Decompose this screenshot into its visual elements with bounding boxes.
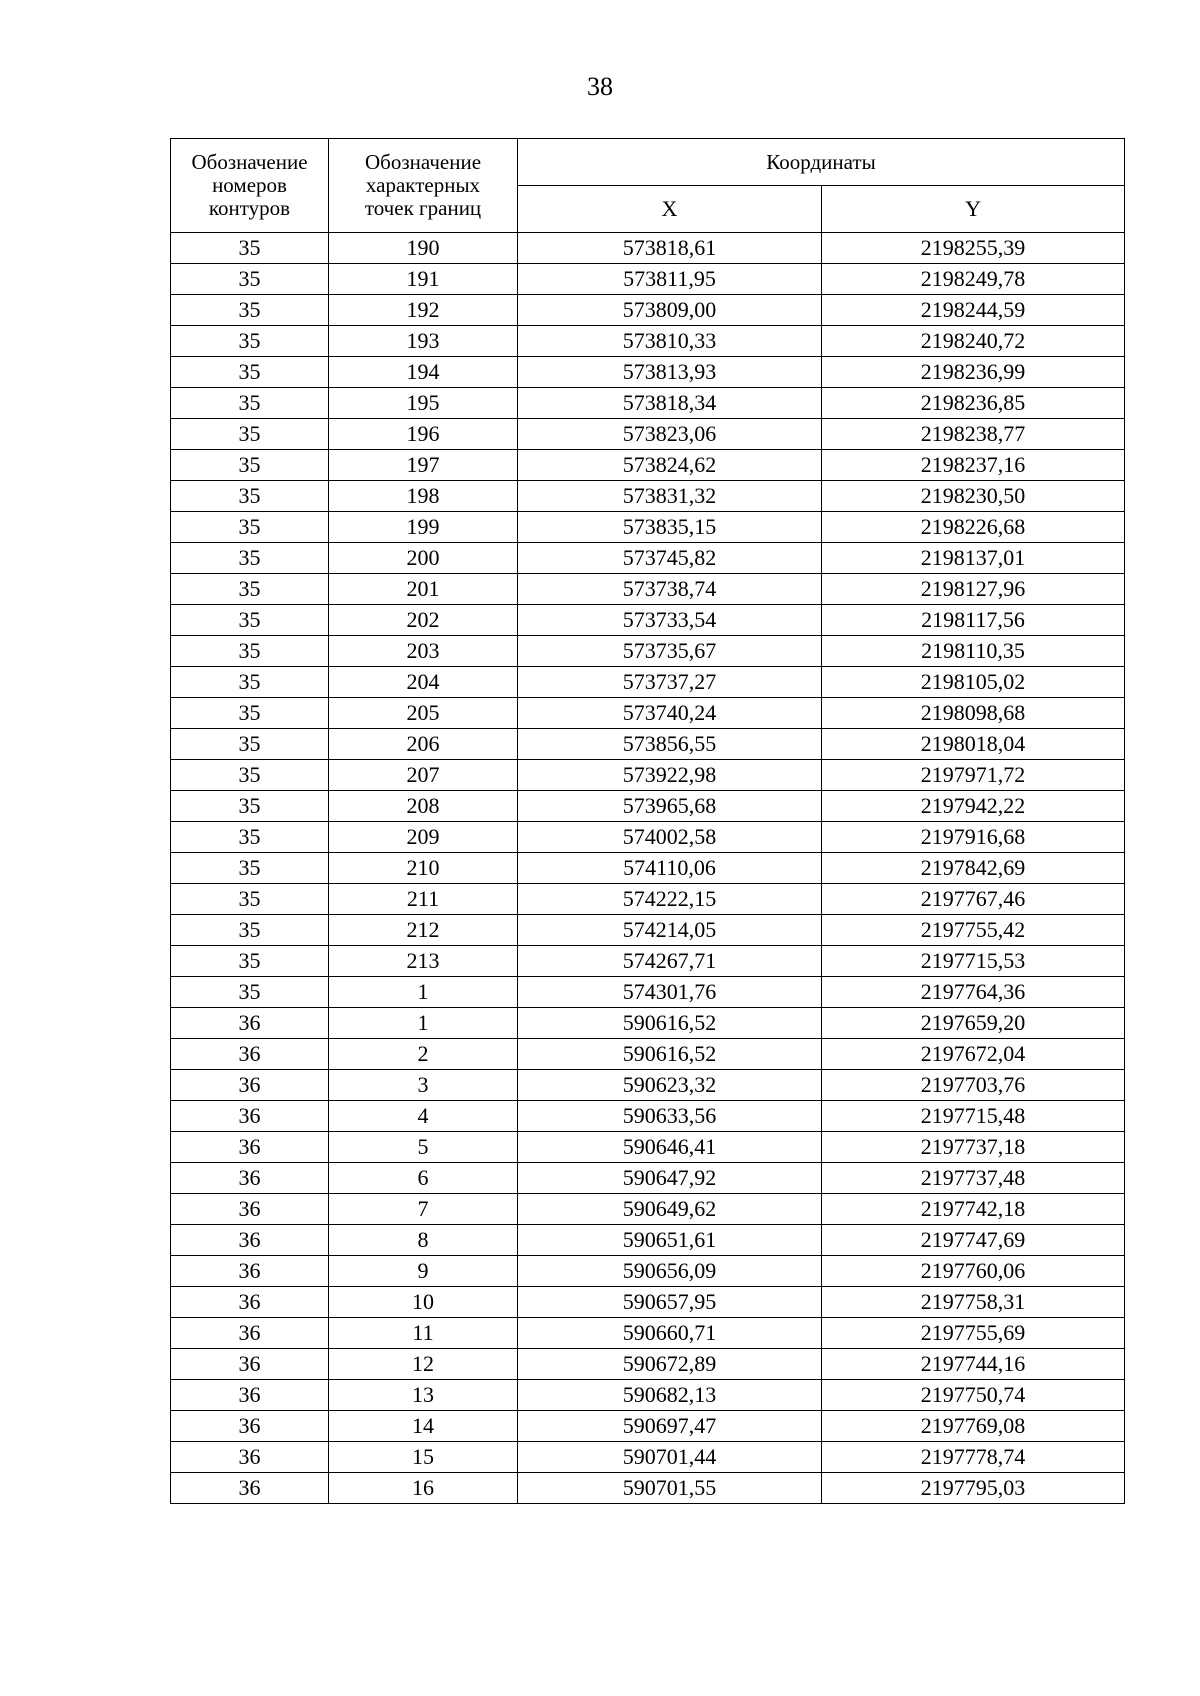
x-cell: 573813,93	[518, 357, 822, 388]
contour-cell: 35	[171, 512, 329, 543]
contour-cell: 35	[171, 915, 329, 946]
contour-cell: 35	[171, 605, 329, 636]
table-row	[171, 1442, 1125, 1473]
contour-cell: 35	[171, 946, 329, 977]
contour-cell: 36	[171, 1225, 329, 1256]
x-cell: 590616,52	[518, 1008, 822, 1039]
y-cell: 2198237,16	[822, 450, 1125, 481]
x-cell: 590649,62	[518, 1194, 822, 1225]
contour-cell: 35	[171, 760, 329, 791]
point-cell: 201	[329, 574, 518, 605]
y-cell: 2198110,35	[822, 636, 1125, 667]
x-cell: 590672,89	[518, 1349, 822, 1380]
table-row	[171, 1132, 1125, 1163]
point-cell: 191	[329, 264, 518, 295]
contour-cell: 35	[171, 698, 329, 729]
point-cell: 213	[329, 946, 518, 977]
table-row	[171, 357, 1125, 388]
y-cell: 2197747,69	[822, 1225, 1125, 1256]
table-row	[171, 1318, 1125, 1349]
header-boundary-points	[329, 139, 518, 233]
header-point-line-1: Обозначение	[364, 150, 482, 174]
table-row	[171, 1194, 1125, 1225]
y-cell: 2197795,03	[822, 1473, 1125, 1504]
point-cell: 195	[329, 388, 518, 419]
y-cell: 2198238,77	[822, 419, 1125, 450]
table-row	[171, 1039, 1125, 1070]
contour-cell: 35	[171, 419, 329, 450]
contour-cell: 36	[171, 1442, 329, 1473]
contour-cell: 35	[171, 388, 329, 419]
y-cell: 2198137,01	[822, 543, 1125, 574]
table-row	[171, 698, 1125, 729]
y-cell: 2197742,18	[822, 1194, 1125, 1225]
x-cell: 573811,95	[518, 264, 822, 295]
header-contour-line-2: номеров	[212, 173, 287, 197]
x-cell: 574002,58	[518, 822, 822, 853]
y-cell: 2198230,50	[822, 481, 1125, 512]
y-cell: 2197755,42	[822, 915, 1125, 946]
header-contour-numbers	[171, 139, 329, 233]
y-cell: 2198249,78	[822, 264, 1125, 295]
point-cell: 1	[329, 1008, 518, 1039]
table-row	[171, 450, 1125, 481]
y-cell: 2197659,20	[822, 1008, 1125, 1039]
x-cell: 573733,54	[518, 605, 822, 636]
table-row	[171, 233, 1125, 264]
coordinates-table	[170, 138, 1125, 1504]
contour-cell: 36	[171, 1101, 329, 1132]
contour-cell: 35	[171, 791, 329, 822]
table-row	[171, 977, 1125, 1008]
y-cell: 2197715,48	[822, 1101, 1125, 1132]
contour-cell: 35	[171, 667, 329, 698]
contour-cell: 35	[171, 357, 329, 388]
header-coordinates: Координаты	[518, 139, 1125, 186]
x-cell: 574214,05	[518, 915, 822, 946]
contour-cell: 35	[171, 233, 329, 264]
y-cell: 2198226,68	[822, 512, 1125, 543]
x-cell: 574301,76	[518, 977, 822, 1008]
point-cell: 16	[329, 1473, 518, 1504]
x-cell: 573965,68	[518, 791, 822, 822]
table-row	[171, 1070, 1125, 1101]
table-row	[171, 481, 1125, 512]
point-cell: 199	[329, 512, 518, 543]
point-cell: 6	[329, 1163, 518, 1194]
contour-cell: 36	[171, 1256, 329, 1287]
point-cell: 210	[329, 853, 518, 884]
contour-cell: 36	[171, 1318, 329, 1349]
y-cell: 2197842,69	[822, 853, 1125, 884]
x-cell: 590657,95	[518, 1287, 822, 1318]
header-contour-line-1: Обозначение	[191, 150, 308, 174]
table-row	[171, 760, 1125, 791]
x-cell: 573740,24	[518, 698, 822, 729]
y-cell: 2197672,04	[822, 1039, 1125, 1070]
point-cell: 198	[329, 481, 518, 512]
x-cell: 573823,06	[518, 419, 822, 450]
contour-cell: 36	[171, 1287, 329, 1318]
point-cell: 15	[329, 1442, 518, 1473]
point-cell: 196	[329, 419, 518, 450]
contour-cell: 36	[171, 1070, 329, 1101]
contour-cell: 36	[171, 1132, 329, 1163]
x-cell: 590647,92	[518, 1163, 822, 1194]
y-cell: 2197769,08	[822, 1411, 1125, 1442]
contour-cell: 35	[171, 481, 329, 512]
x-cell: 573809,00	[518, 295, 822, 326]
x-cell: 574110,06	[518, 853, 822, 884]
y-cell: 2198236,85	[822, 388, 1125, 419]
x-cell: 573818,34	[518, 388, 822, 419]
point-cell: 193	[329, 326, 518, 357]
table-row	[171, 1225, 1125, 1256]
contour-cell: 35	[171, 295, 329, 326]
point-cell: 208	[329, 791, 518, 822]
point-cell: 3	[329, 1070, 518, 1101]
contour-cell: 35	[171, 450, 329, 481]
point-cell: 5	[329, 1132, 518, 1163]
point-cell: 1	[329, 977, 518, 1008]
header-x: X	[518, 186, 822, 233]
table-row	[171, 1473, 1125, 1504]
x-cell: 573735,67	[518, 636, 822, 667]
x-cell: 590697,47	[518, 1411, 822, 1442]
y-cell: 2197971,72	[822, 760, 1125, 791]
y-cell: 2197750,74	[822, 1380, 1125, 1411]
y-cell: 2198240,72	[822, 326, 1125, 357]
point-cell: 206	[329, 729, 518, 760]
contour-cell: 35	[171, 729, 329, 760]
y-cell: 2198255,39	[822, 233, 1125, 264]
y-cell: 2197737,18	[822, 1132, 1125, 1163]
contour-cell: 36	[171, 1008, 329, 1039]
point-cell: 203	[329, 636, 518, 667]
table-row	[171, 605, 1125, 636]
contour-cell: 35	[171, 264, 329, 295]
contour-cell: 36	[171, 1411, 329, 1442]
y-cell: 2198018,04	[822, 729, 1125, 760]
table-row	[171, 1287, 1125, 1318]
y-cell: 2198236,99	[822, 357, 1125, 388]
contour-cell: 36	[171, 1473, 329, 1504]
x-cell: 573922,98	[518, 760, 822, 791]
table-row	[171, 264, 1125, 295]
point-cell: 9	[329, 1256, 518, 1287]
header-contour-line-3: контуров	[208, 196, 291, 220]
contour-cell: 36	[171, 1380, 329, 1411]
y-cell: 2197760,06	[822, 1256, 1125, 1287]
y-cell: 2198127,96	[822, 574, 1125, 605]
table-row	[171, 1101, 1125, 1132]
point-cell: 211	[329, 884, 518, 915]
table-row	[171, 884, 1125, 915]
point-cell: 204	[329, 667, 518, 698]
contour-cell: 35	[171, 853, 329, 884]
x-cell: 573737,27	[518, 667, 822, 698]
point-cell: 2	[329, 1039, 518, 1070]
point-cell: 194	[329, 357, 518, 388]
x-cell: 573818,61	[518, 233, 822, 264]
x-cell: 590701,55	[518, 1473, 822, 1504]
table-body	[171, 233, 1125, 1504]
table-row	[171, 295, 1125, 326]
table-row	[171, 791, 1125, 822]
contour-cell: 36	[171, 1194, 329, 1225]
point-cell: 4	[329, 1101, 518, 1132]
x-cell: 573856,55	[518, 729, 822, 760]
x-cell: 574222,15	[518, 884, 822, 915]
header-point-line-2: характерных	[365, 173, 481, 197]
x-cell: 590623,32	[518, 1070, 822, 1101]
contour-cell: 35	[171, 636, 329, 667]
x-cell: 590682,13	[518, 1380, 822, 1411]
point-cell: 190	[329, 233, 518, 264]
x-cell: 573745,82	[518, 543, 822, 574]
y-cell: 2198105,02	[822, 667, 1125, 698]
x-cell: 573835,15	[518, 512, 822, 543]
x-cell: 590646,41	[518, 1132, 822, 1163]
point-cell: 200	[329, 543, 518, 574]
y-cell: 2197758,31	[822, 1287, 1125, 1318]
x-cell: 590651,61	[518, 1225, 822, 1256]
table-header	[171, 139, 1125, 233]
contour-cell: 35	[171, 884, 329, 915]
table-row	[171, 729, 1125, 760]
x-cell: 590616,52	[518, 1039, 822, 1070]
table-row	[171, 1256, 1125, 1287]
point-cell: 197	[329, 450, 518, 481]
table-row	[171, 667, 1125, 698]
y-cell: 2198244,59	[822, 295, 1125, 326]
x-cell: 590701,44	[518, 1442, 822, 1473]
x-cell: 590633,56	[518, 1101, 822, 1132]
table-row	[171, 636, 1125, 667]
table-row	[171, 1411, 1125, 1442]
y-cell: 2197767,46	[822, 884, 1125, 915]
y-cell: 2197916,68	[822, 822, 1125, 853]
x-cell: 573831,32	[518, 481, 822, 512]
table-row	[171, 326, 1125, 357]
point-cell: 13	[329, 1380, 518, 1411]
y-cell: 2197764,36	[822, 977, 1125, 1008]
x-cell: 573810,33	[518, 326, 822, 357]
y-cell: 2197778,74	[822, 1442, 1125, 1473]
y-cell: 2198098,68	[822, 698, 1125, 729]
header-y: Y	[822, 186, 1125, 233]
table-row	[171, 1163, 1125, 1194]
y-cell: 2197703,76	[822, 1070, 1125, 1101]
point-cell: 12	[329, 1349, 518, 1380]
y-cell: 2197755,69	[822, 1318, 1125, 1349]
contour-cell: 36	[171, 1349, 329, 1380]
table-row	[171, 543, 1125, 574]
y-cell: 2198117,56	[822, 605, 1125, 636]
y-cell: 2197744,16	[822, 1349, 1125, 1380]
y-cell: 2197942,22	[822, 791, 1125, 822]
point-cell: 209	[329, 822, 518, 853]
table-row	[171, 512, 1125, 543]
point-cell: 8	[329, 1225, 518, 1256]
contour-cell: 35	[171, 574, 329, 605]
x-cell: 573824,62	[518, 450, 822, 481]
x-cell: 590660,71	[518, 1318, 822, 1349]
point-cell: 212	[329, 915, 518, 946]
point-cell: 7	[329, 1194, 518, 1225]
table-row	[171, 946, 1125, 977]
x-cell: 590656,09	[518, 1256, 822, 1287]
y-cell: 2197737,48	[822, 1163, 1125, 1194]
page-number: 38	[587, 72, 613, 101]
contour-cell: 35	[171, 822, 329, 853]
table-row	[171, 574, 1125, 605]
point-cell: 10	[329, 1287, 518, 1318]
y-cell: 2197715,53	[822, 946, 1125, 977]
contour-cell: 35	[171, 977, 329, 1008]
point-cell: 205	[329, 698, 518, 729]
header-point-line-3: точек границ	[364, 196, 482, 220]
table-row	[171, 419, 1125, 450]
table-row	[171, 915, 1125, 946]
table-row	[171, 1349, 1125, 1380]
contour-cell: 36	[171, 1163, 329, 1194]
point-cell: 192	[329, 295, 518, 326]
contour-cell: 35	[171, 543, 329, 574]
point-cell: 202	[329, 605, 518, 636]
contour-cell: 36	[171, 1039, 329, 1070]
point-cell: 207	[329, 760, 518, 791]
point-cell: 14	[329, 1411, 518, 1442]
x-cell: 574267,71	[518, 946, 822, 977]
table-row	[171, 1380, 1125, 1411]
table-row	[171, 853, 1125, 884]
table-row	[171, 822, 1125, 853]
point-cell: 11	[329, 1318, 518, 1349]
contour-cell: 35	[171, 326, 329, 357]
table-row	[171, 1008, 1125, 1039]
x-cell: 573738,74	[518, 574, 822, 605]
table-row	[171, 388, 1125, 419]
